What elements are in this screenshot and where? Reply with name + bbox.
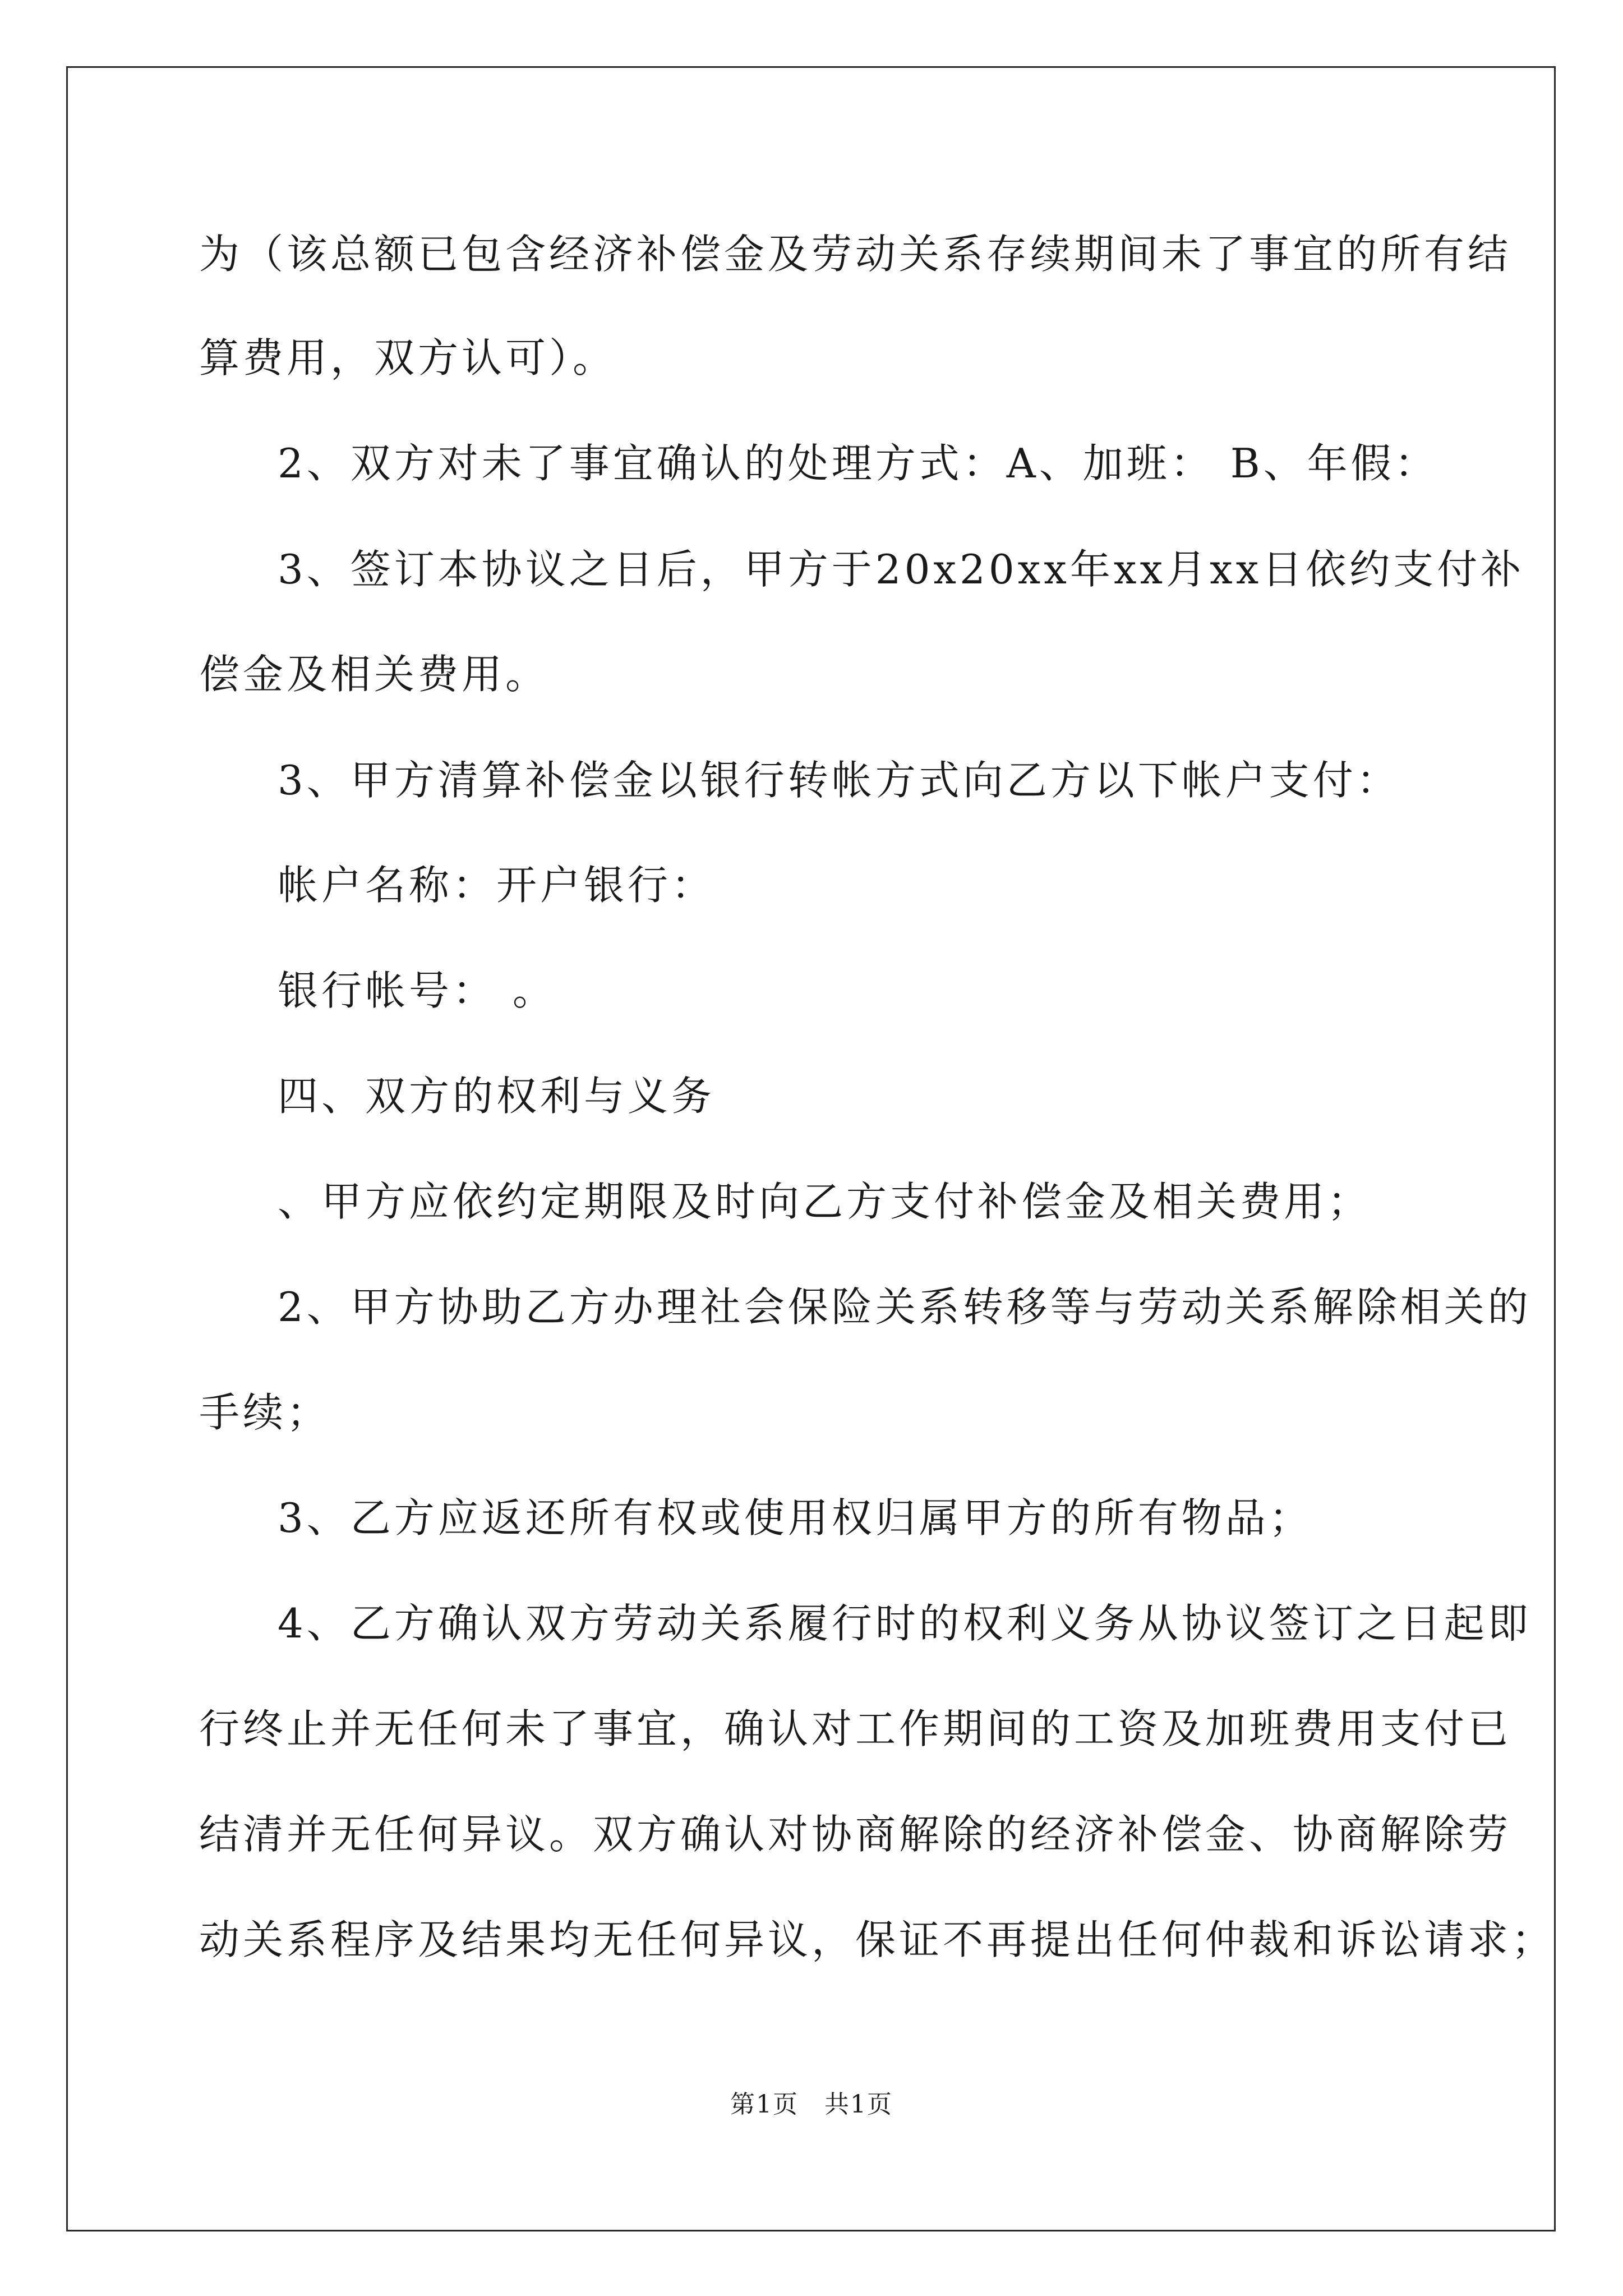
paragraph-line: 为（该总额已包含经济补偿金及劳动关系存续期间未了事宜的所有结 bbox=[199, 231, 1512, 278]
paragraph-line: 结清并无任何异议。双方确认对协商解除的经济补偿金、协商解除劳 bbox=[199, 1811, 1512, 1858]
paragraph-line: 动关系程序及结果均无任何异议，保证不再提出任何仲裁和诉讼请求； bbox=[199, 1916, 1556, 1963]
section-heading: 四、双方的权利与义务 bbox=[278, 1073, 716, 1120]
paragraph-line: 银行帐号： 。 bbox=[278, 967, 556, 1014]
paragraph-line: 算费用，双方认可）。 bbox=[199, 334, 617, 381]
paragraph-line: 2、双方对未了事宜确认的处理方式：A、加班： B、年假： bbox=[278, 440, 1438, 487]
paragraph-line: 、甲方应依约定期限及时向乙方支付补偿金及相关费用； bbox=[278, 1178, 1372, 1225]
paragraph-line: 3、甲方清算补偿金以银行转帐方式向乙方以下帐户支付： bbox=[278, 757, 1400, 804]
paragraph-line: 手续； bbox=[199, 1389, 331, 1436]
page-footer: 第1页 共1页 bbox=[730, 2090, 893, 2119]
paragraph-line: 4、乙方确认双方劳动关系履行时的权利义务从协议签订之日起即 bbox=[278, 1600, 1532, 1647]
paragraph-line: 2、甲方协助乙方办理社会保险关系转移等与劳动关系解除相关的 bbox=[278, 1283, 1532, 1331]
paragraph-line: 行终止并无任何未了事宜，确认对工作期间的工资及加班费用支付已 bbox=[199, 1705, 1512, 1752]
paragraph-line: 偿金及相关费用。 bbox=[199, 651, 550, 698]
paragraph-line: 3、乙方应返还所有权或使用权归属甲方的所有物品； bbox=[278, 1494, 1313, 1542]
paragraph-line: 帐户名称：开户银行： bbox=[278, 862, 716, 909]
paragraph-line: 3、签订本协议之日后，甲方于20x20xx年xx月xx日依约支付补 bbox=[278, 546, 1525, 593]
page-border bbox=[66, 66, 1556, 2231]
